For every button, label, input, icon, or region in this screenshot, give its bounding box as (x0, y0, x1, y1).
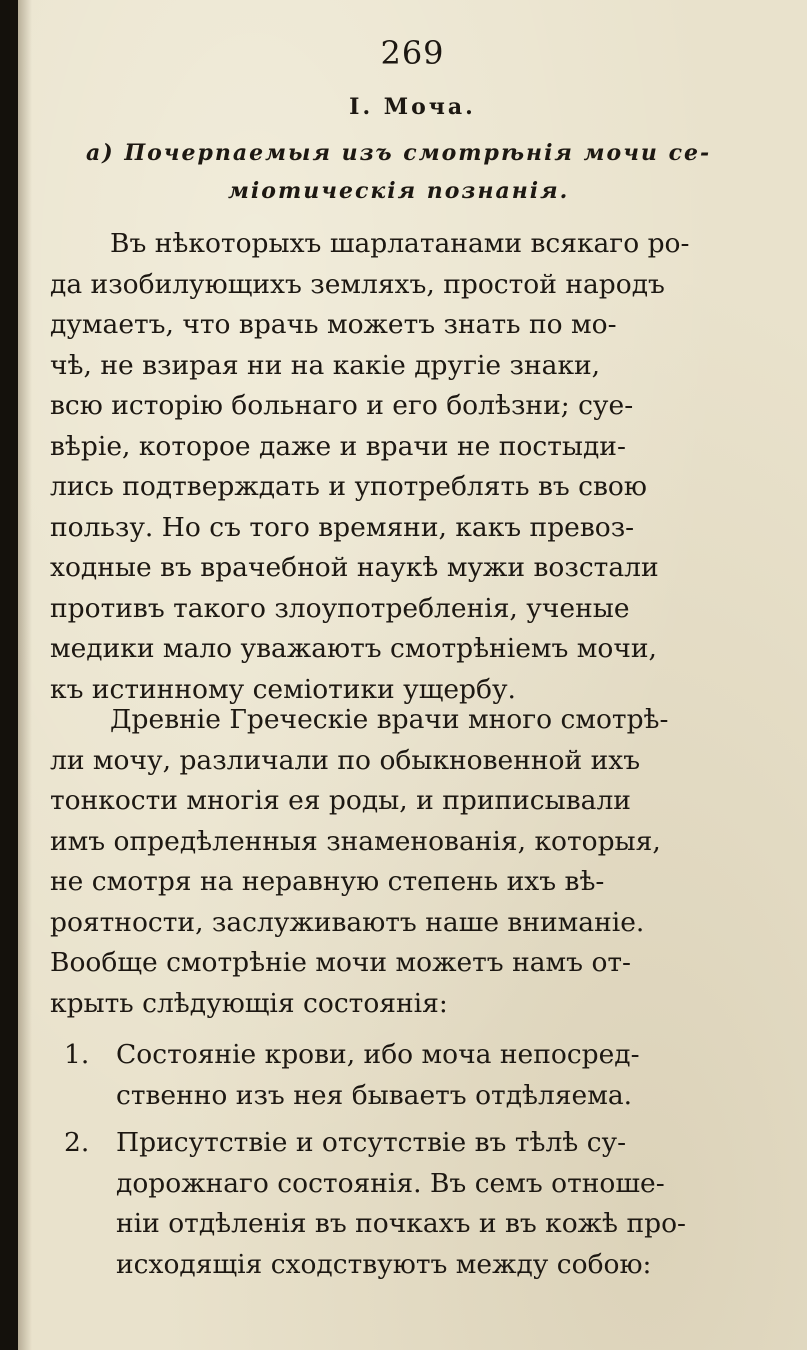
text-line: ли мочу, различали по обыкновенной ихъ (50, 744, 641, 776)
book-page (18, 0, 807, 1350)
text-line: чѣ, не взирая ни на какіе другіе знаки, (50, 349, 601, 381)
text-line: крыть слѣдующія состоянія: (50, 987, 448, 1019)
list-item-number: 2. (64, 1127, 90, 1158)
text-line: имъ опредѣленныя знаменованія, которыя, (50, 825, 661, 857)
text-line: исходящія сходствуютъ между собою: (116, 1248, 652, 1280)
text-line: тонкости многія ея роды, и приписывали (50, 785, 631, 816)
list-item (50, 1123, 775, 1285)
text-line: ственно изъ нея бываетъ отдѣляема. (116, 1079, 633, 1111)
text-line: да изобилующихъ земляхъ, простой народъ (50, 268, 665, 300)
text-line: всю исторію больнаго и его болѣзни; суе- (50, 390, 634, 421)
text-line: роятности, заслуживаютъ наше вниманіе. (50, 906, 645, 938)
subsection-heading-line: міотическія познанія. (228, 178, 570, 204)
text-line: ніи отдѣленія въ почкахъ и въ кожѣ про- (116, 1208, 686, 1239)
text-line: Присутствіе и отсутствіе въ тѣлѣ су- (116, 1127, 627, 1158)
text-line: Въ нѣкоторыхъ шарлатанами всякаго ро- (110, 228, 690, 259)
text-line: къ истинному семіотики ущербу. (50, 673, 516, 705)
text-line: ходные въ врачебной наукѣ мужи возстали (50, 552, 659, 583)
paragraph-1 (50, 224, 775, 710)
text-line: пользу. Но съ того времяни, какъ превоз- (50, 511, 635, 543)
text-line: Состояніе крови, ибо моча непосред- (116, 1039, 640, 1070)
text-line: противъ такого злоупотребленія, ученые (50, 592, 630, 624)
text-line: вѣріе, которое даже и врачи не постыди- (50, 430, 626, 462)
text-line: Древніе Греческіе врачи много смотрѣ- (110, 704, 669, 735)
page-gutter-shadow (18, 0, 32, 1350)
paragraph-2 (50, 700, 775, 1024)
text-line: Вообще смотрѣніе мочи можетъ намъ от- (50, 947, 632, 978)
text-line: лись подтверждать и употреблять въ свою (50, 471, 647, 502)
subsection-heading-line: а) Почерпаемыя изъ смотрѣнія мочи се- (86, 140, 712, 166)
list-item-number: 1. (64, 1039, 90, 1070)
text-line: дорожнаго состоянія. Въ семъ отноше- (116, 1167, 665, 1199)
section-title: I. Моча. (349, 94, 476, 120)
subsection-heading (86, 134, 756, 210)
text-line: не смотря на неравную степень ихъ вѣ- (50, 866, 605, 897)
list-item (50, 1035, 775, 1116)
text-line: думаетъ, что врачь можетъ знать по мо- (50, 309, 617, 340)
text-line: медики мало уважаютъ смотрѣніемъ мочи, (50, 633, 657, 664)
page-number: 269 (380, 34, 445, 72)
